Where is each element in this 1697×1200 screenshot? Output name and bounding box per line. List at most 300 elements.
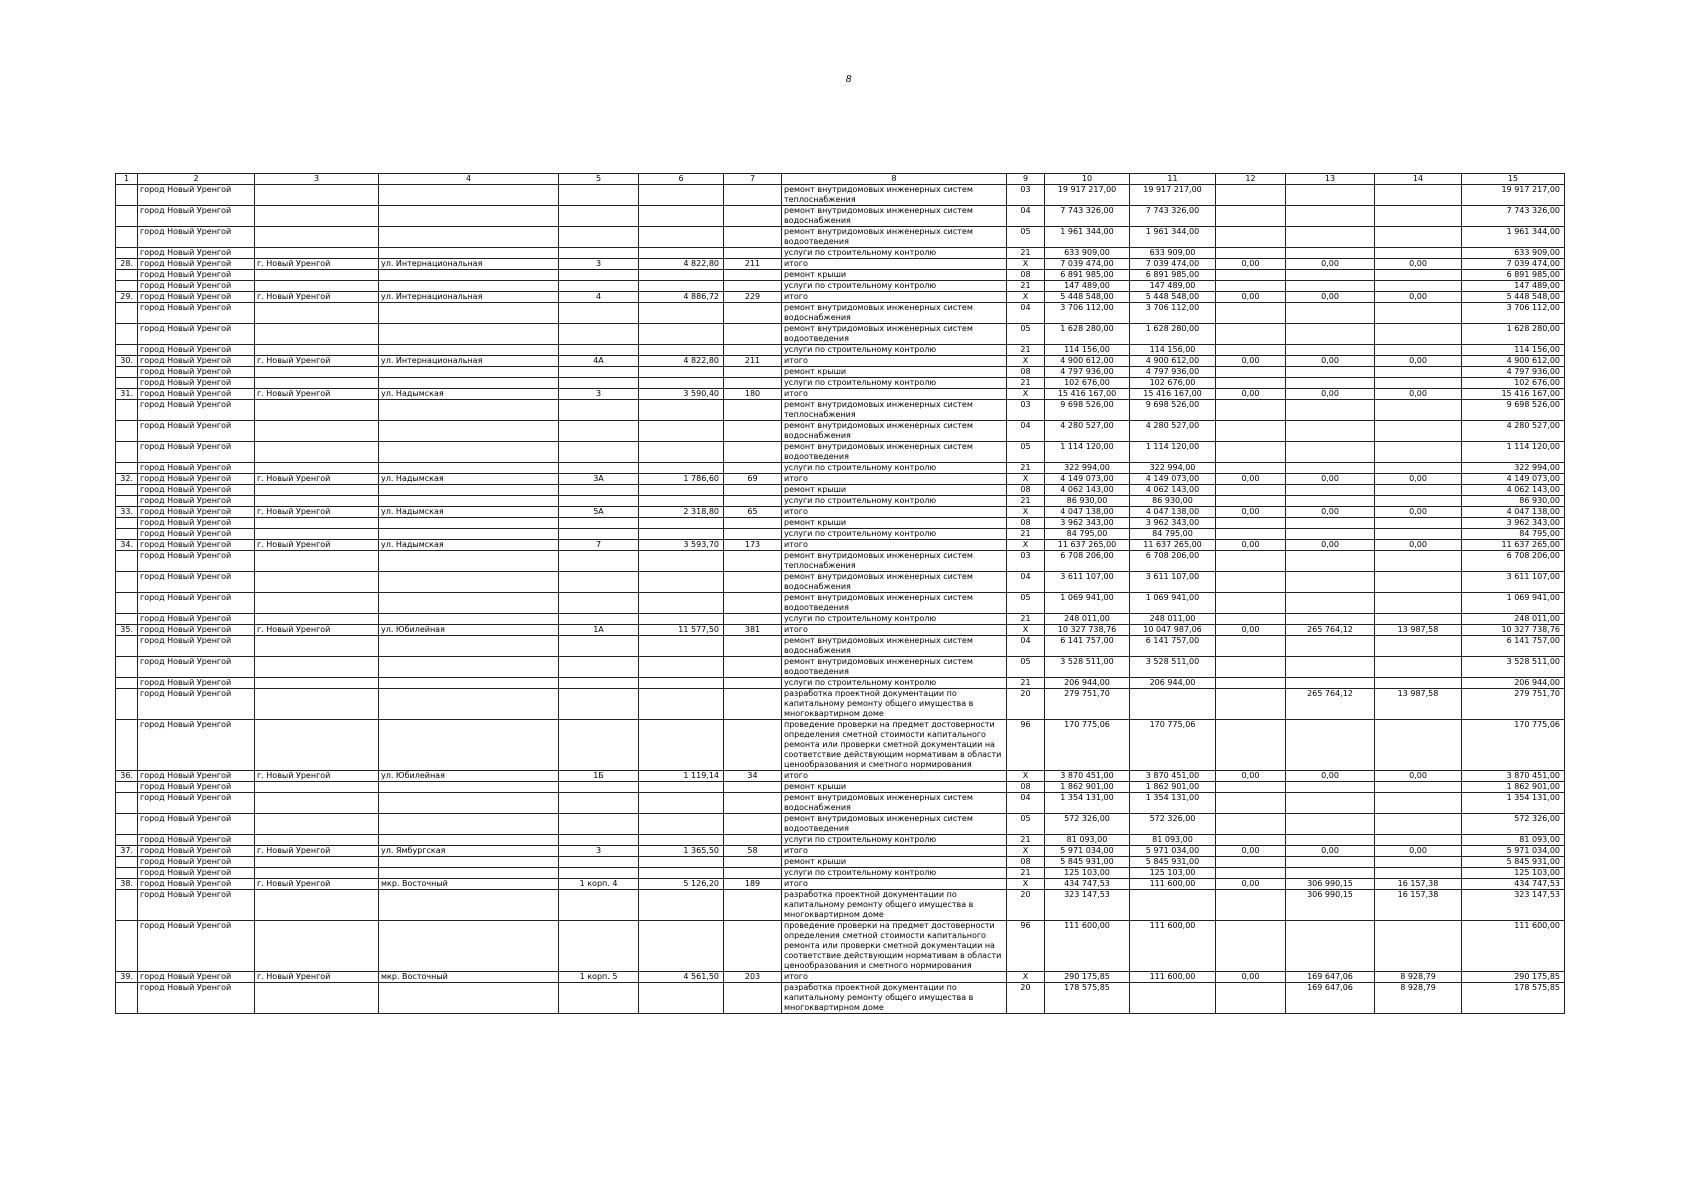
table-cell: X [1007, 507, 1045, 518]
table-cell: услуги по строительному контролю [782, 678, 1007, 689]
table-cell [379, 378, 559, 389]
table-cell [1286, 400, 1375, 421]
table-cell [639, 400, 724, 421]
table-cell [1375, 814, 1462, 835]
table-cell [379, 270, 559, 281]
table-cell: 3 611 107,00 [1130, 572, 1216, 593]
table-cell: ремонт крыши [782, 270, 1007, 281]
table-cell: 21 [1007, 614, 1045, 625]
table-cell: 125 103,00 [1462, 868, 1565, 879]
table-cell [639, 185, 724, 206]
table-cell [1375, 324, 1462, 345]
table-cell [1375, 529, 1462, 540]
table-cell [379, 303, 559, 324]
table-cell: итого [782, 507, 1007, 518]
table-cell [559, 572, 639, 593]
table-cell: 3 528 511,00 [1045, 657, 1130, 678]
table-cell [1375, 657, 1462, 678]
table-cell: ремонт внутридомовых инженерных систем водоотведения [782, 593, 1007, 614]
table-row [116, 689, 1565, 720]
table-cell [724, 814, 782, 835]
table-cell: 4 561,50 [639, 972, 724, 983]
table-cell: 0,00 [1375, 356, 1462, 367]
table-cell: 1 961 344,00 [1045, 227, 1130, 248]
table-cell [639, 529, 724, 540]
table-cell: 81 093,00 [1045, 835, 1130, 846]
column-header: 7 [724, 174, 782, 185]
table-cell [379, 614, 559, 625]
table-cell [255, 324, 379, 345]
table-cell: 10 047 987,06 [1130, 625, 1216, 636]
table-cell [724, 463, 782, 474]
table-cell [1375, 782, 1462, 793]
table-cell: 434 747,53 [1462, 879, 1565, 890]
table-cell: город Новый Уренгой [138, 868, 255, 879]
table-cell: 6 708 206,00 [1462, 551, 1565, 572]
table-cell: 572 326,00 [1045, 814, 1130, 835]
table-cell: 15 416 167,00 [1045, 389, 1130, 400]
table-cell: мкр. Восточный [379, 879, 559, 890]
table-cell: 84 795,00 [1045, 529, 1130, 540]
table-cell: 1 961 344,00 [1130, 227, 1216, 248]
table-cell: 290 175,85 [1462, 972, 1565, 983]
table-cell: ул. Интернациональная [379, 356, 559, 367]
table-cell [1216, 720, 1286, 771]
table-cell [255, 983, 379, 1014]
table-cell [1286, 496, 1375, 507]
table-cell [1375, 835, 1462, 846]
table-cell: г. Новый Уренгой [255, 389, 379, 400]
table-row [116, 518, 1565, 529]
table-cell: ул. Ямбургская [379, 846, 559, 857]
table-cell [639, 485, 724, 496]
table-cell: 0,00 [1216, 771, 1286, 782]
column-header: 3 [255, 174, 379, 185]
table-cell: 0,00 [1286, 771, 1375, 782]
table-cell: 102 676,00 [1045, 378, 1130, 389]
table-cell: 1 628 280,00 [1462, 324, 1565, 345]
table-cell: город Новый Уренгой [138, 345, 255, 356]
table-row [116, 625, 1565, 636]
table-cell [1216, 442, 1286, 463]
table-cell [379, 496, 559, 507]
table-cell [255, 227, 379, 248]
table-cell [116, 185, 138, 206]
table-cell: 1 862 901,00 [1130, 782, 1216, 793]
table-cell [724, 835, 782, 846]
table-cell: 04 [1007, 206, 1045, 227]
table-cell [724, 248, 782, 259]
table-cell: 178 575,85 [1462, 983, 1565, 1014]
table-cell: город Новый Уренгой [138, 835, 255, 846]
table-cell: 7 743 326,00 [1130, 206, 1216, 227]
table-cell: 114 156,00 [1130, 345, 1216, 356]
table-cell: 323 147,53 [1045, 890, 1130, 921]
table-cell [379, 400, 559, 421]
table-cell [1375, 518, 1462, 529]
table-cell: 4 280 527,00 [1130, 421, 1216, 442]
repair-program-table [115, 173, 1565, 1014]
table-cell: город Новый Уренгой [138, 206, 255, 227]
table-cell: 3 962 343,00 [1130, 518, 1216, 529]
table-cell [255, 442, 379, 463]
table-cell: город Новый Уренгой [138, 463, 255, 474]
table-row [116, 400, 1565, 421]
table-cell [639, 206, 724, 227]
table-cell: 21 [1007, 463, 1045, 474]
table-cell: услуги по строительному контролю [782, 281, 1007, 292]
table-cell [1375, 720, 1462, 771]
table-cell: X [1007, 356, 1045, 367]
table-cell: 211 [724, 356, 782, 367]
table-cell: 0,00 [1286, 474, 1375, 485]
table-cell [379, 206, 559, 227]
table-cell: 170 775,06 [1130, 720, 1216, 771]
table-cell [379, 248, 559, 259]
table-cell: 3 590,40 [639, 389, 724, 400]
table-cell: г. Новый Уренгой [255, 879, 379, 890]
table-cell: итого [782, 846, 1007, 857]
table-cell: ремонт внутридомовых инженерных систем водоотведения [782, 324, 1007, 345]
table-cell: итого [782, 356, 1007, 367]
table-cell: 1 069 941,00 [1130, 593, 1216, 614]
table-cell: ул. Интернациональная [379, 292, 559, 303]
table-cell [116, 518, 138, 529]
table-cell: разработка проектной документации по капитальному ремонту общего имущества в многоквартирном доме [782, 689, 1007, 720]
table-cell [559, 678, 639, 689]
table-cell [116, 835, 138, 846]
table-cell [379, 442, 559, 463]
table-cell: 322 994,00 [1045, 463, 1130, 474]
table-cell: 21 [1007, 496, 1045, 507]
column-header: 6 [639, 174, 724, 185]
table-cell [379, 657, 559, 678]
table-cell: услуги по строительному контролю [782, 496, 1007, 507]
table-cell [1286, 835, 1375, 846]
table-cell: 4 047 138,00 [1130, 507, 1216, 518]
table-cell [116, 496, 138, 507]
table-cell [724, 206, 782, 227]
table-cell [379, 518, 559, 529]
table-cell: 0,00 [1375, 846, 1462, 857]
table-cell: 1 корп. 5 [559, 972, 639, 983]
table-cell [1216, 593, 1286, 614]
table-cell [255, 281, 379, 292]
table-cell: 306 990,15 [1286, 879, 1375, 890]
table-cell [559, 689, 639, 720]
table-cell: итого [782, 540, 1007, 551]
table-cell [724, 485, 782, 496]
table-cell [116, 636, 138, 657]
table-cell [1375, 463, 1462, 474]
table-cell [1216, 793, 1286, 814]
table-cell [116, 206, 138, 227]
table-cell: 11 577,50 [639, 625, 724, 636]
table-cell: ремонт крыши [782, 518, 1007, 529]
table-cell: 11 637 265,00 [1130, 540, 1216, 551]
table-cell [1286, 593, 1375, 614]
table-cell: город Новый Уренгой [138, 185, 255, 206]
table-cell: 08 [1007, 518, 1045, 529]
table-cell [1216, 921, 1286, 972]
table-cell: 05 [1007, 324, 1045, 345]
table-cell: услуги по строительному контролю [782, 345, 1007, 356]
table-cell [116, 551, 138, 572]
table-cell [724, 496, 782, 507]
table-row [116, 636, 1565, 657]
table-cell: 19 917 217,00 [1045, 185, 1130, 206]
table-cell: город Новый Уренгой [138, 400, 255, 421]
table-cell: 4 900 612,00 [1130, 356, 1216, 367]
column-header: 1 [116, 174, 138, 185]
table-cell: 34. [116, 540, 138, 551]
table-cell: услуги по строительному контролю [782, 248, 1007, 259]
table-cell [1216, 572, 1286, 593]
table-cell: 32. [116, 474, 138, 485]
table-cell: X [1007, 474, 1045, 485]
column-header: 5 [559, 174, 639, 185]
table-cell: 86 930,00 [1045, 496, 1130, 507]
table-cell [1130, 689, 1216, 720]
table-cell: 4 822,80 [639, 356, 724, 367]
table-cell: услуги по строительному контролю [782, 868, 1007, 879]
table-cell: 4 900 612,00 [1045, 356, 1130, 367]
table-cell: г. Новый Уренгой [255, 259, 379, 270]
table-cell: 10 327 738,76 [1462, 625, 1565, 636]
table-cell [379, 281, 559, 292]
table-cell: 5 971 034,00 [1045, 846, 1130, 857]
table-cell [1216, 270, 1286, 281]
table-cell: город Новый Уренгой [138, 782, 255, 793]
table-cell: 16 157,38 [1375, 890, 1462, 921]
table-cell [379, 551, 559, 572]
table-cell [379, 185, 559, 206]
table-cell [116, 345, 138, 356]
table-cell: 0,00 [1286, 540, 1375, 551]
table-cell [1286, 921, 1375, 972]
table-cell [116, 378, 138, 389]
table-cell [559, 657, 639, 678]
table-cell [1375, 281, 1462, 292]
table-row [116, 389, 1565, 400]
table-cell: 5 448 548,00 [1130, 292, 1216, 303]
table-cell: 1Б [559, 771, 639, 782]
table-cell: 170 775,06 [1045, 720, 1130, 771]
table-cell: 16 157,38 [1375, 879, 1462, 890]
table-cell: 3 962 343,00 [1045, 518, 1130, 529]
table-cell [255, 782, 379, 793]
table-cell: итого [782, 625, 1007, 636]
page-number: 8 [845, 74, 852, 85]
table-cell: 28. [116, 259, 138, 270]
table-cell [559, 324, 639, 345]
table-cell: 05 [1007, 227, 1045, 248]
table-cell: город Новый Уренгой [138, 846, 255, 857]
table-cell [255, 551, 379, 572]
table-cell [559, 890, 639, 921]
table-cell: 248 011,00 [1462, 614, 1565, 625]
table-cell: 1 862 901,00 [1462, 782, 1565, 793]
table-cell [639, 857, 724, 868]
table-cell: ремонт крыши [782, 857, 1007, 868]
table-cell: 3 706 112,00 [1130, 303, 1216, 324]
table-cell: 33. [116, 507, 138, 518]
table-cell [1286, 485, 1375, 496]
table-cell: г. Новый Уренгой [255, 771, 379, 782]
table-cell: 0,00 [1375, 389, 1462, 400]
table-cell [1216, 857, 1286, 868]
table-cell: 323 147,53 [1462, 890, 1565, 921]
table-row [116, 657, 1565, 678]
table-cell: город Новый Уренгой [138, 636, 255, 657]
table-cell: 1 119,14 [639, 771, 724, 782]
table-cell [639, 518, 724, 529]
table-cell [379, 793, 559, 814]
table-cell: город Новый Уренгой [138, 303, 255, 324]
table-cell: 111 600,00 [1130, 972, 1216, 983]
table-row [116, 292, 1565, 303]
table-cell [116, 921, 138, 972]
table-row [116, 270, 1565, 281]
table-row [116, 496, 1565, 507]
table-cell: 3 870 451,00 [1130, 771, 1216, 782]
table-cell: 21 [1007, 529, 1045, 540]
table-cell [1286, 378, 1375, 389]
table-cell: 114 156,00 [1045, 345, 1130, 356]
table-cell [1286, 442, 1375, 463]
table-cell: 572 326,00 [1130, 814, 1216, 835]
table-cell [255, 518, 379, 529]
table-cell: 4 062 143,00 [1045, 485, 1130, 496]
table-cell [724, 572, 782, 593]
table-cell: 6 891 985,00 [1130, 270, 1216, 281]
table-cell: 08 [1007, 367, 1045, 378]
table-cell: проведение проверки на предмет достоверности определения сметной стоимости капитального ремонта или проверки сметной документации на соответствие действующим нормативам в области ценообразования и сметного нормирования [782, 921, 1007, 972]
table-row [116, 678, 1565, 689]
table-cell [1216, 983, 1286, 1014]
table-row [116, 442, 1565, 463]
table-cell [1286, 367, 1375, 378]
table-cell: 81 093,00 [1462, 835, 1565, 846]
table-cell [255, 206, 379, 227]
table-cell: 169 647,06 [1286, 972, 1375, 983]
table-cell: 5 845 931,00 [1462, 857, 1565, 868]
table-cell: город Новый Уренгой [138, 879, 255, 890]
table-cell: ремонт внутридомовых инженерных систем теплоснабжения [782, 551, 1007, 572]
table-cell [116, 868, 138, 879]
table-row [116, 921, 1565, 972]
table-cell [1216, 518, 1286, 529]
table-cell: город Новый Уренгой [138, 890, 255, 921]
table-cell: 5 845 931,00 [1130, 857, 1216, 868]
table-cell: 4 047 138,00 [1045, 507, 1130, 518]
table-cell: 7 [559, 540, 639, 551]
table-cell [116, 572, 138, 593]
table-row [116, 367, 1565, 378]
table-cell [639, 227, 724, 248]
table-cell [639, 378, 724, 389]
table-cell: ремонт внутридомовых инженерных систем водоснабжения [782, 636, 1007, 657]
table-cell [116, 529, 138, 540]
table-cell: 21 [1007, 345, 1045, 356]
table-cell: г. Новый Уренгой [255, 507, 379, 518]
table-cell: 10 327 738,76 [1045, 625, 1130, 636]
table-cell [255, 367, 379, 378]
table-cell: итого [782, 972, 1007, 983]
table-cell [639, 636, 724, 657]
table-cell [116, 720, 138, 771]
table-cell: 4 797 936,00 [1130, 367, 1216, 378]
table-cell: итого [782, 474, 1007, 485]
table-cell: 81 093,00 [1130, 835, 1216, 846]
table-cell: итого [782, 259, 1007, 270]
table-cell [1286, 185, 1375, 206]
table-cell: 31. [116, 389, 138, 400]
table-cell: 20 [1007, 983, 1045, 1014]
table-cell [379, 921, 559, 972]
table-cell [1286, 206, 1375, 227]
table-cell [1375, 367, 1462, 378]
table-row [116, 782, 1565, 793]
table-cell: 0,00 [1375, 771, 1462, 782]
table-cell [639, 983, 724, 1014]
table-cell: 4 [559, 292, 639, 303]
table-cell: ремонт внутридомовых инженерных систем теплоснабжения [782, 400, 1007, 421]
table-cell [559, 185, 639, 206]
table-cell [1375, 270, 1462, 281]
table-cell [1216, 345, 1286, 356]
table-cell: 0,00 [1216, 507, 1286, 518]
table-cell: 39. [116, 972, 138, 983]
table-cell: 248 011,00 [1130, 614, 1216, 625]
table-cell: 6 891 985,00 [1462, 270, 1565, 281]
table-cell: город Новый Уренгой [138, 421, 255, 442]
table-cell [1375, 496, 1462, 507]
table-cell [1286, 227, 1375, 248]
table-cell: ремонт крыши [782, 485, 1007, 496]
table-cell [1130, 983, 1216, 1014]
table-cell: 2 318,80 [639, 507, 724, 518]
table-cell: 21 [1007, 281, 1045, 292]
table-cell [639, 614, 724, 625]
table-cell: 3 [559, 389, 639, 400]
table-row [116, 540, 1565, 551]
table-row [116, 227, 1565, 248]
table-cell [1375, 593, 1462, 614]
table-cell [116, 983, 138, 1014]
table-cell [1286, 814, 1375, 835]
table-cell [116, 689, 138, 720]
table-cell: 37. [116, 846, 138, 857]
table-row [116, 248, 1565, 259]
table-cell [1286, 636, 1375, 657]
table-cell [1286, 463, 1375, 474]
table-cell: 05 [1007, 814, 1045, 835]
table-cell [1286, 657, 1375, 678]
table-cell: ул. Юбилейная [379, 771, 559, 782]
table-cell: 279 751,70 [1462, 689, 1565, 720]
table-cell [1375, 614, 1462, 625]
table-cell: 03 [1007, 185, 1045, 206]
table-cell [559, 400, 639, 421]
table-cell: ремонт внутридомовых инженерных систем водоотведения [782, 657, 1007, 678]
table-cell: 306 990,15 [1286, 890, 1375, 921]
table-cell [724, 593, 782, 614]
table-cell: город Новый Уренгой [138, 972, 255, 983]
table-cell: город Новый Уренгой [138, 507, 255, 518]
table-row [116, 185, 1565, 206]
table-cell: 15 416 167,00 [1130, 389, 1216, 400]
